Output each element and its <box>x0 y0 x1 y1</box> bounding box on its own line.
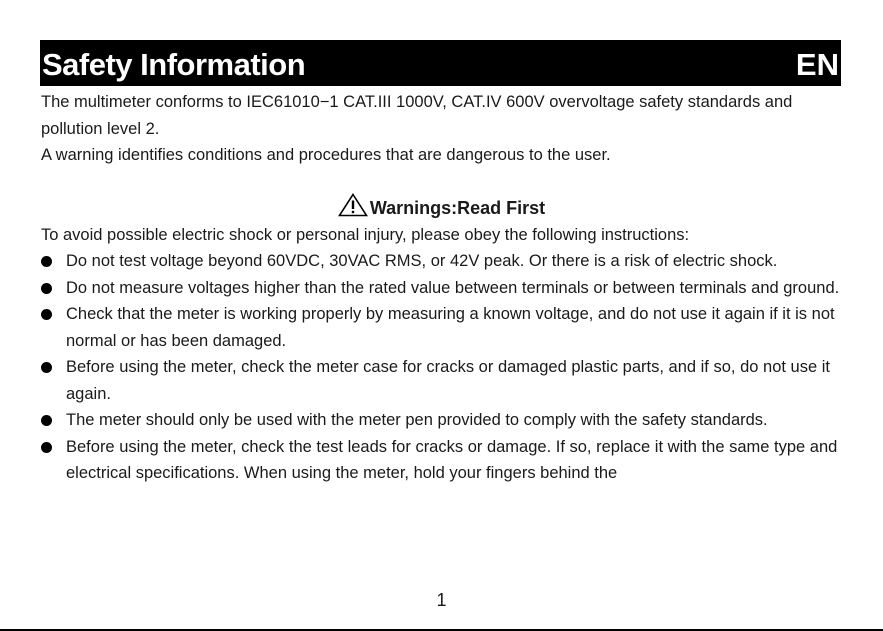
language-label: EN <box>795 47 839 82</box>
instructions-lead: To avoid possible electric shock or personal injury, please obey the following instructions: <box>41 226 690 244</box>
bullet-icon <box>41 415 52 426</box>
bullet-icon <box>41 442 52 453</box>
bullet-icon <box>41 309 52 320</box>
intro-paragraph-warning-definition: A warning identifies conditions and procedures that are dangerous to the user. <box>41 146 611 164</box>
bullet-icon <box>41 362 52 373</box>
list-item-text: Before using the meter, check the meter case for cracks or damaged plastic parts, and if so, do not use it again. <box>66 358 830 403</box>
intro-paragraph-conformity: The multimeter conforms to IEC61010−1 CAT.III 1000V, CAT.IV 600V overvoltage safety standards and pollution level 2. <box>41 93 793 138</box>
list-item <box>41 301 841 354</box>
list-item-text: Check that the meter is working properly by measuring a known voltage, and do not use it again if it is not normal or has been damaged. <box>66 305 835 350</box>
section-title: Safety Information <box>42 47 306 82</box>
intro-text <box>41 89 841 169</box>
page-number: 1 <box>436 590 447 610</box>
list-item <box>41 434 841 487</box>
warning-heading <box>0 193 883 224</box>
list-item-text: Do not measure voltages higher than the rated value between terminals or between terminals and ground. <box>66 278 840 297</box>
warning-heading-text: Warnings:Read First <box>369 198 546 218</box>
list-item-text: The meter should only be used with the meter pen provided to comply with the safety standards. <box>66 411 768 429</box>
list-item-text: Before using the meter, check the test leads for cracks or damage. If so, replace it with the same type and electrical specifications. When using the meter, hold your fingers behind the <box>66 437 838 482</box>
list-item <box>41 407 841 434</box>
list-item <box>41 275 841 302</box>
bullet-icon <box>41 283 52 294</box>
warnings-list <box>41 248 841 487</box>
list-item <box>41 248 841 275</box>
list-item-text: Do not test voltage beyond 60VDC, 30VAC RMS, or 42V peak. Or there is a risk of electric shock. <box>66 252 778 270</box>
list-item <box>41 354 841 407</box>
bullet-icon <box>41 256 52 267</box>
warning-triangle-icon <box>338 193 368 224</box>
